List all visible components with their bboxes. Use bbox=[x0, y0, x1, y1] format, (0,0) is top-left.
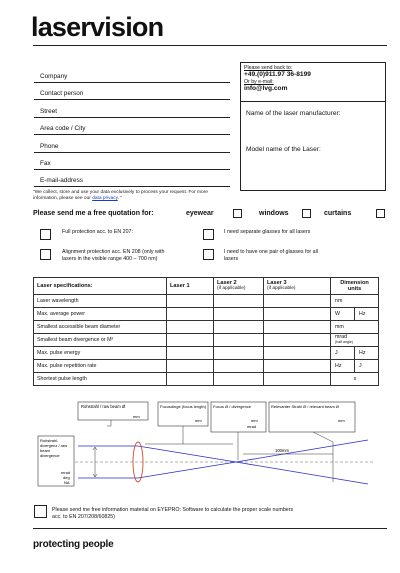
full-protection-checkbox[interactable] bbox=[40, 229, 51, 240]
distance-label: 100mm bbox=[275, 448, 289, 453]
row-label: Max. average power bbox=[34, 308, 167, 321]
separate-glasses-checkbox[interactable] bbox=[203, 229, 214, 240]
laser3-cell[interactable] bbox=[264, 334, 331, 347]
header-laser3 bbox=[264, 278, 331, 295]
laser3-cell[interactable] bbox=[264, 308, 331, 321]
quotation-title: Please send me a free quotation for: bbox=[33, 210, 154, 217]
brand-logo: laservision bbox=[31, 12, 164, 42]
header-laser1: Laser 1 bbox=[167, 278, 214, 295]
full-protection-label: Full protection acc. to EN 207: bbox=[62, 229, 133, 235]
eyewear-label: eyewear bbox=[186, 210, 214, 217]
email-label: E-mail-address bbox=[40, 177, 83, 184]
send-back-email-title: Or by e-mail: bbox=[244, 78, 274, 85]
eyewear-checkbox[interactable] bbox=[233, 209, 242, 218]
focus-length-unit: mm bbox=[195, 418, 202, 423]
laser2-cell[interactable] bbox=[214, 373, 264, 386]
street-field[interactable] bbox=[34, 101, 230, 118]
privacy-text: "We collect, store and use your data exclusively to process your request. For more information, please see our bbox=[33, 190, 208, 201]
raw-divergence-line1: Rohstrahl- bbox=[40, 438, 59, 443]
unit-cell-alt[interactable]: Hz bbox=[355, 347, 379, 360]
table-header-row bbox=[34, 278, 379, 295]
laser2-cell[interactable] bbox=[214, 347, 264, 360]
laser-model-label: Model name of the Laser: bbox=[246, 146, 321, 153]
beam-lower-edge bbox=[78, 462, 368, 484]
manufacturer-name-label: Name of the laser manufacturer: bbox=[246, 110, 341, 117]
unit-cell[interactable]: Hz bbox=[331, 360, 355, 373]
footer-divider bbox=[33, 528, 387, 529]
focus-length-label: Focusdinge (focus length) bbox=[160, 404, 207, 409]
row-label: Shortest pulse length bbox=[34, 373, 167, 386]
eyepro-label bbox=[52, 507, 392, 520]
unit-mrad: mrad bbox=[335, 334, 348, 340]
raw-beam-pointer bbox=[107, 420, 111, 426]
header-spec: Laser specifications: bbox=[34, 278, 167, 295]
eyepro-line2: acc. to EN 207/208/60825) bbox=[52, 513, 116, 520]
table-row bbox=[34, 347, 379, 360]
laser1-cell[interactable] bbox=[167, 360, 214, 373]
raw-divergence-line4: divergence bbox=[40, 453, 60, 458]
raw-beam-label: Rohstrahl / raw beam Ø bbox=[81, 404, 126, 409]
phone-label: Phone bbox=[40, 143, 59, 150]
header-laser3-sub: (if applicable) bbox=[267, 286, 296, 291]
alignment-line1: Alignment protection acc. EN 208 (only with bbox=[62, 249, 165, 255]
tagline: protecting people bbox=[33, 539, 114, 550]
alignment-line2: lasers in the visible range 400 – 700 nm) bbox=[62, 255, 158, 262]
laser-spec-table bbox=[33, 277, 379, 386]
table-row bbox=[34, 295, 379, 308]
laser3-cell[interactable] bbox=[264, 373, 331, 386]
laser2-cell[interactable] bbox=[214, 321, 264, 334]
laser3-cell[interactable] bbox=[264, 360, 331, 373]
laser1-cell[interactable] bbox=[167, 334, 214, 347]
table-row bbox=[34, 360, 379, 373]
laser2-cell[interactable] bbox=[214, 334, 264, 347]
header-laser3-title: Laser 3 bbox=[267, 280, 287, 286]
laser2-cell[interactable] bbox=[214, 308, 264, 321]
email-field[interactable] bbox=[34, 170, 230, 187]
contact-person-label: Contact person bbox=[40, 90, 84, 97]
unit-cell-alt[interactable]: J bbox=[355, 360, 379, 373]
manufacturer-box[interactable] bbox=[240, 101, 386, 191]
unit-cell[interactable]: W bbox=[331, 308, 355, 321]
curtains-checkbox[interactable] bbox=[376, 209, 385, 218]
focus-unit-mm: mm bbox=[251, 418, 258, 423]
unit-cell: nm bbox=[331, 295, 379, 308]
phone-field[interactable] bbox=[34, 136, 230, 153]
privacy-note bbox=[33, 190, 233, 202]
company-label: Company bbox=[40, 73, 68, 80]
eyepro-line1: Please send me free information material on EYEPRO: Software to calculate the proper scale numbers bbox=[52, 507, 294, 513]
laser1-cell[interactable] bbox=[167, 373, 214, 386]
contact-person-field[interactable] bbox=[34, 83, 230, 100]
table-row bbox=[34, 308, 379, 321]
beam-upper-edge bbox=[78, 440, 368, 462]
unit-cell[interactable]: J bbox=[331, 347, 355, 360]
unit-cell bbox=[331, 334, 379, 347]
header-laser2-title: Laser 2 bbox=[217, 280, 237, 286]
one-pair-line1: I need to have one pair of glasses for all bbox=[224, 249, 318, 255]
laser1-cell[interactable] bbox=[167, 347, 214, 360]
unit-na-left: NA bbox=[64, 480, 70, 485]
unit-cell-alt[interactable]: Hz bbox=[355, 308, 379, 321]
send-back-box bbox=[240, 62, 386, 102]
laser3-cell[interactable] bbox=[264, 321, 331, 334]
curtains-label: curtains bbox=[324, 210, 352, 217]
header-units-title: units bbox=[347, 286, 362, 292]
company-field[interactable] bbox=[34, 66, 230, 83]
raw-beam-unit: mm bbox=[133, 414, 140, 419]
relevant-beam-pointer bbox=[313, 432, 333, 442]
relevant-beam-unit: mm bbox=[338, 418, 345, 423]
area-code-city-label: Area code / City bbox=[40, 125, 86, 132]
laser2-cell[interactable] bbox=[214, 295, 264, 308]
header-dimension-title: Dimension bbox=[340, 280, 369, 286]
area-code-city-field[interactable] bbox=[34, 118, 230, 135]
focus-unit-mrad: mrad bbox=[247, 424, 257, 429]
unit-deg-left: deg bbox=[63, 475, 70, 480]
laser3-cell[interactable] bbox=[264, 295, 331, 308]
privacy-end: . " bbox=[117, 195, 123, 201]
fax-field[interactable] bbox=[34, 153, 230, 170]
header-divider bbox=[33, 45, 387, 46]
windows-label: windows bbox=[259, 210, 289, 217]
header-laser2-sub: (if applicable) bbox=[217, 286, 246, 291]
row-label: Smallest beam divergence or M² bbox=[34, 334, 167, 347]
eyepro-checkbox[interactable] bbox=[34, 505, 47, 518]
row-label: Max. pulse energy bbox=[34, 347, 167, 360]
one-pair-line2: lasers bbox=[224, 255, 239, 262]
unit-mrad-left: mrad bbox=[61, 470, 71, 475]
row-label: Smallest accessible beam diameter bbox=[34, 321, 167, 334]
header-dimension bbox=[331, 278, 379, 295]
relevant-beam-label: Relevanter Strahl Ø / relevant beam Ø bbox=[271, 404, 340, 409]
one-pair-checkbox[interactable] bbox=[203, 249, 214, 260]
table-row bbox=[34, 373, 379, 386]
laser3-cell[interactable] bbox=[264, 347, 331, 360]
half-angle-note: (half angle) bbox=[335, 340, 353, 344]
alignment-protection-checkbox[interactable] bbox=[40, 249, 51, 260]
focus-divergence-label: Focus Ø / divergence bbox=[213, 404, 252, 409]
laser1-cell[interactable] bbox=[167, 295, 214, 308]
one-pair-label bbox=[224, 249, 318, 262]
row-label: Laser wavelength bbox=[34, 295, 167, 308]
raw-divergence-line2: divergenz / raw bbox=[40, 443, 68, 448]
table-row bbox=[34, 321, 379, 334]
unit-cell: s bbox=[331, 373, 379, 386]
laser1-cell[interactable] bbox=[167, 308, 214, 321]
send-back-title: Please send back to: bbox=[244, 65, 293, 71]
send-back-email[interactable]: info@lvg.com bbox=[244, 84, 288, 92]
laser2-cell[interactable] bbox=[214, 360, 264, 373]
alignment-protection-label bbox=[62, 249, 164, 262]
send-back-fax: +49.(0)911.97 36-8199 bbox=[244, 71, 311, 79]
separate-glasses-label: I need separate glasses for all lasers bbox=[224, 229, 311, 235]
beam-diagram bbox=[33, 400, 378, 492]
windows-checkbox[interactable] bbox=[302, 209, 311, 218]
fax-label: Fax bbox=[40, 160, 51, 167]
privacy-link[interactable]: data privacy bbox=[92, 195, 118, 201]
header-laser2 bbox=[214, 278, 264, 295]
street-label: Street bbox=[40, 108, 58, 115]
raw-divergence-line3: beam bbox=[40, 448, 51, 453]
table-row bbox=[34, 334, 379, 347]
laser1-cell[interactable] bbox=[167, 321, 214, 334]
unit-cell: mm bbox=[331, 321, 379, 334]
row-label: Max. pulse repetition rate bbox=[34, 360, 167, 373]
